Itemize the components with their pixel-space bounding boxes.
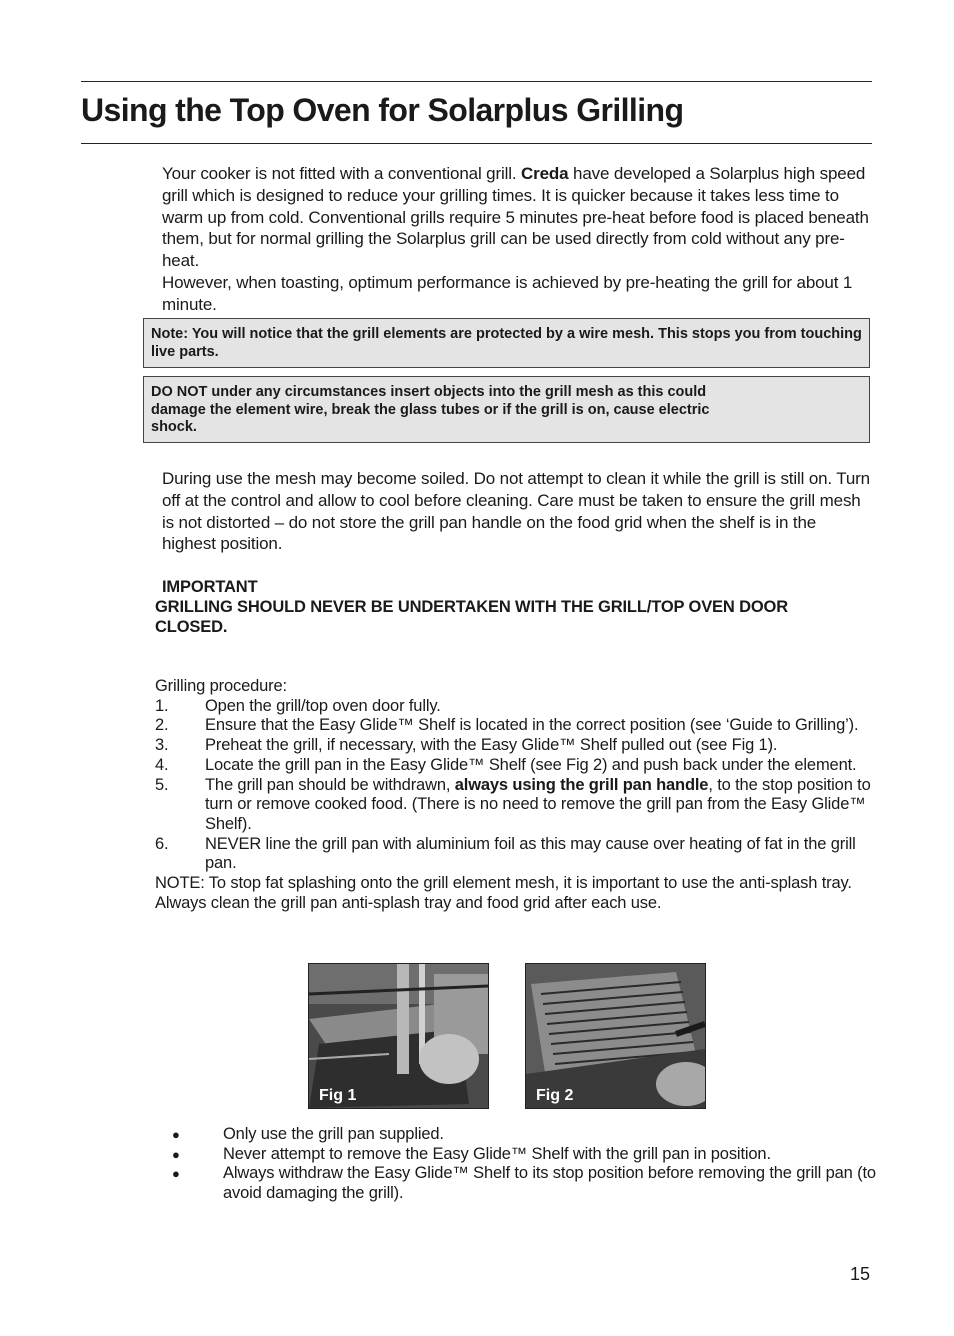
intro-text-end: have developed a Solarplus high speed grill which is designed to reduce your grilling times. It is quicker because it takes less time to warm up from cold. Conventional grills require 5 minutes pre-heat before food is placed beneath them, but for normal grilling the Solarplus grill can be used directly from cold without any pre-heat. <box>162 164 869 271</box>
step-number: 5. <box>155 775 169 794</box>
page-number: 15 <box>850 1264 871 1284</box>
intro-text-start: Your cooker is not fitted with a conventional grill. <box>162 164 522 183</box>
step-text: Ensure that the Easy Glide™ Shelf is located in the correct position (see ‘Guide to Grilling’). <box>205 716 859 735</box>
step-number: 4. <box>155 755 169 774</box>
page-title: Using the Top Oven for Solarplus Grilling <box>81 92 684 128</box>
list-item <box>155 756 873 776</box>
intro-toasting-text: However, when toasting, optimum performance is achieved by pre-heating the grill for about 1 minute. <box>162 272 853 314</box>
list-item <box>172 1125 876 1145</box>
bullet-text: Always withdraw the Easy Glide™ Shelf to its stop position before removing the grill pan (to avoid damaging the grill). <box>223 1164 876 1203</box>
bullet-icon: ● <box>172 1166 180 1182</box>
step-number: 3. <box>155 736 169 755</box>
step-text: NEVER line the grill pan with aluminium foil as this may cause over heating of fat in the grill pan. <box>205 834 856 873</box>
list-item <box>172 1145 876 1165</box>
title-underline <box>81 143 872 144</box>
step-number: 1. <box>155 696 169 715</box>
list-item <box>155 716 873 736</box>
step-text <box>205 776 873 835</box>
step-text-end: , to the stop position to turn or remove cooked food. (There is no need to remove the grill pan from the Easy Glide™ Shelf). <box>205 775 871 833</box>
warning-box <box>143 376 870 443</box>
procedure-list <box>155 677 873 913</box>
figure-2-label: Fig 2 <box>536 1087 574 1104</box>
bullet-icon: ● <box>172 1146 180 1162</box>
warning-line-2: damage the element wire, break the glass tubes or if the grill is on, cause electric <box>151 401 710 418</box>
splash-tray-note: NOTE: To stop fat splashing onto the grill element mesh, it is important to use the anti-splash tray. Always clean the grill pan anti-splash tray and food grid after each use. <box>155 874 852 912</box>
important-heading: IMPORTANT <box>162 578 258 596</box>
brand-name: Creda <box>521 164 569 183</box>
wire-mesh-note: Note: You will notice that the grill elements are protected by a wire mesh. This stops you from touching live parts. <box>151 326 862 360</box>
step-text: Open the grill/top oven door fully. <box>205 696 441 715</box>
step-text-start: The grill pan should be withdrawn, <box>205 775 455 794</box>
list-item <box>155 697 873 717</box>
step-number: 6. <box>155 834 169 853</box>
step-text: Locate the grill pan in the Easy Glide™ Shelf (see Fig 2) and push back under the element. <box>205 755 857 774</box>
procedure-heading: Grilling procedure: <box>155 677 287 695</box>
step-number: 2. <box>155 716 169 735</box>
important-text: GRILLING SHOULD NEVER BE UNDERTAKEN WITH THE GRILL/TOP OVEN DOOR CLOSED. <box>155 598 789 636</box>
step-text: Preheat the grill, if necessary, with the Easy Glide™ Shelf pulled out (see Fig 1). <box>205 736 778 755</box>
list-item <box>155 736 873 756</box>
cleaning-paragraph: During use the mesh may become soiled. Do not attempt to clean it while the grill is still on. Turn off at the control and allow to cool before cleaning. Care must be taken to ensure the grill mesh is not distorted – do not store the grill pan handle on the food grid when the shelf is in the highest position. <box>162 469 870 554</box>
list-item <box>155 835 873 874</box>
bullet-icon: ● <box>172 1127 180 1142</box>
wire-mesh-note-box <box>143 318 870 368</box>
warning-line-3: shock. <box>151 419 197 435</box>
intro-paragraph <box>162 163 874 316</box>
figure-1 <box>308 963 489 1109</box>
list-item <box>172 1164 876 1203</box>
bullet-text: Never attempt to remove the Easy Glide™ Shelf with the grill pan in position. <box>223 1144 771 1163</box>
step-text-bold: always using the grill pan handle <box>454 775 709 794</box>
bullet-text: Only use the grill pan supplied. <box>223 1125 444 1143</box>
list-item <box>155 776 873 835</box>
figure-1-label: Fig 1 <box>319 1087 357 1104</box>
top-rule <box>81 81 872 82</box>
warning-line-1: DO NOT under any circumstances insert objects into the grill mesh as this could <box>151 384 707 400</box>
figure-2 <box>525 963 706 1109</box>
safety-bullet-list <box>172 1125 876 1204</box>
